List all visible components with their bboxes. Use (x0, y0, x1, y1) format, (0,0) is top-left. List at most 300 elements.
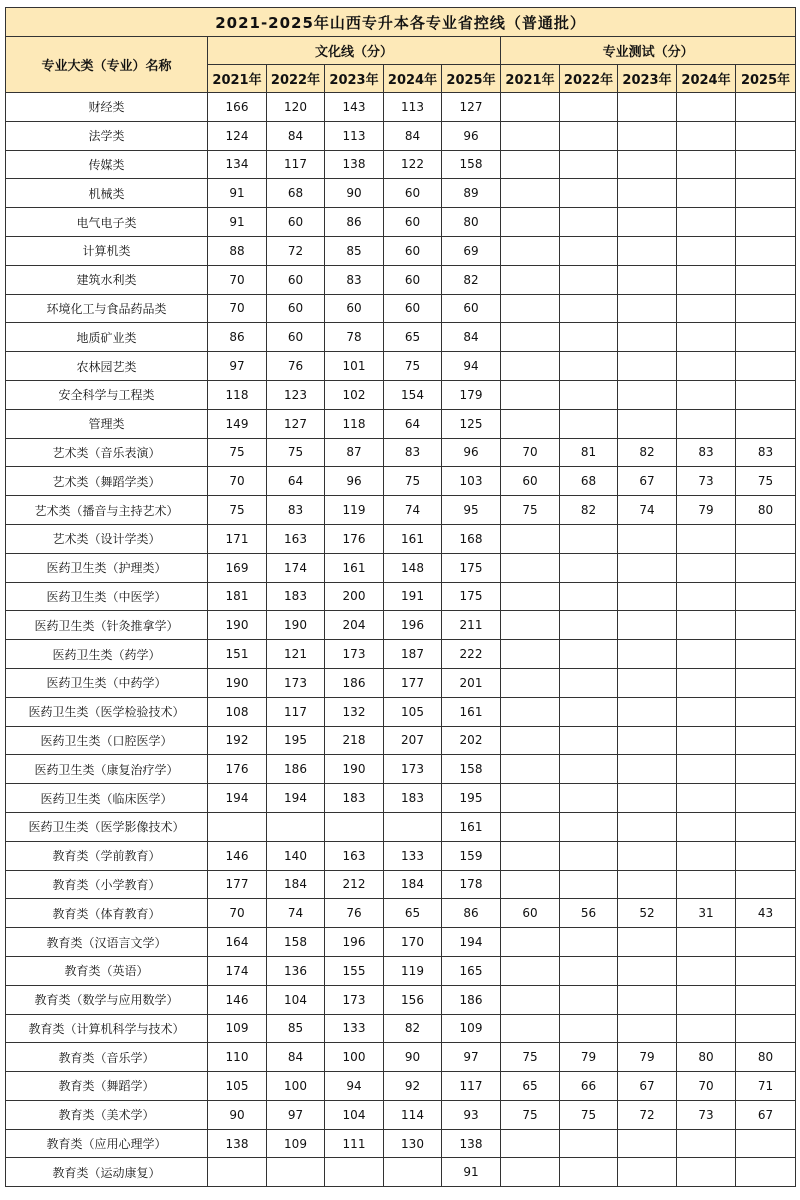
culture-score-cell: 84 (267, 1043, 325, 1072)
test-score-cell: 75 (736, 467, 796, 496)
test-score-cell (560, 640, 618, 669)
test-score-cell (501, 928, 560, 957)
test-score-cell (736, 611, 796, 640)
culture-score-cell: 88 (208, 236, 267, 265)
culture-score-cell: 75 (267, 438, 325, 467)
major-name-cell: 医药卫生类（药学） (6, 640, 208, 669)
culture-score-cell: 218 (325, 726, 384, 755)
test-score-cell: 82 (560, 496, 618, 525)
culture-score-cell: 121 (267, 640, 325, 669)
culture-score-cell: 60 (267, 323, 325, 352)
test-score-cell (736, 784, 796, 813)
table-row (6, 755, 796, 784)
culture-score-cell: 97 (208, 352, 267, 381)
table-row (6, 409, 796, 438)
table-row (6, 841, 796, 870)
test-score-cell (618, 841, 677, 870)
culture-score-cell: 164 (208, 928, 267, 957)
culture-score-cell: 75 (208, 496, 267, 525)
culture-score-cell: 186 (267, 755, 325, 784)
score-table-container (5, 7, 795, 1187)
culture-score-cell: 108 (208, 697, 267, 726)
test-score-cell (677, 236, 736, 265)
culture-score-cell: 156 (384, 985, 442, 1014)
test-score-cell (501, 1014, 560, 1043)
test-score-cell: 79 (560, 1043, 618, 1072)
culture-score-cell: 119 (384, 956, 442, 985)
test-score-cell: 75 (501, 496, 560, 525)
test-score-cell (677, 841, 736, 870)
test-score-cell (560, 1158, 618, 1187)
culture-score-cell: 174 (267, 553, 325, 582)
test-score-cell: 75 (501, 1100, 560, 1129)
test-score-cell (677, 812, 736, 841)
culture-score-cell: 183 (384, 784, 442, 813)
test-score-cell (677, 1014, 736, 1043)
culture-score-cell: 80 (442, 208, 501, 237)
culture-score-cell: 186 (442, 985, 501, 1014)
table-row (6, 380, 796, 409)
test-score-cell (618, 870, 677, 899)
major-name-cell: 教育类（学前教育） (6, 841, 208, 870)
major-name-cell: 传媒类 (6, 150, 208, 179)
major-name-cell: 管理类 (6, 409, 208, 438)
table-row (6, 1043, 796, 1072)
culture-score-cell: 138 (325, 150, 384, 179)
test-score-cell (677, 582, 736, 611)
test-score-cell (618, 928, 677, 957)
major-name-cell: 医药卫生类（临床医学） (6, 784, 208, 813)
test-score-cell (501, 697, 560, 726)
test-score-cell (560, 208, 618, 237)
table-row (6, 265, 796, 294)
culture-score-cell (267, 1158, 325, 1187)
test-score-cell (560, 870, 618, 899)
major-name-cell: 电气电子类 (6, 208, 208, 237)
culture-score-cell: 170 (384, 928, 442, 957)
culture-score-cell: 91 (208, 208, 267, 237)
table-row (6, 1100, 796, 1129)
culture-score-cell: 165 (442, 956, 501, 985)
test-score-cell (736, 697, 796, 726)
test-score-cell (560, 784, 618, 813)
culture-score-cell: 74 (384, 496, 442, 525)
culture-score-cell: 191 (384, 582, 442, 611)
culture-year-header: 2023年 (325, 65, 384, 93)
major-name-cell: 医药卫生类（医学影像技术） (6, 812, 208, 841)
test-score-cell (501, 582, 560, 611)
culture-score-cell: 154 (384, 380, 442, 409)
test-score-cell: 71 (736, 1072, 796, 1101)
test-score-cell (677, 985, 736, 1014)
culture-score-cell: 64 (267, 467, 325, 496)
culture-score-cell: 158 (442, 755, 501, 784)
test-score-cell (736, 265, 796, 294)
culture-score-cell: 136 (267, 956, 325, 985)
major-name-cell: 艺术类（设计学类） (6, 524, 208, 553)
test-score-cell (618, 93, 677, 122)
table-row (6, 928, 796, 957)
culture-score-cell: 158 (442, 150, 501, 179)
culture-score-cell: 70 (208, 467, 267, 496)
culture-score-cell: 113 (325, 121, 384, 150)
culture-score-cell: 155 (325, 956, 384, 985)
test-score-cell (677, 179, 736, 208)
culture-score-cell: 222 (442, 640, 501, 669)
test-score-cell (736, 121, 796, 150)
culture-score-cell: 76 (267, 352, 325, 381)
culture-score-cell: 90 (384, 1043, 442, 1072)
test-score-cell: 43 (736, 899, 796, 928)
culture-score-cell: 87 (325, 438, 384, 467)
culture-score-cell: 117 (267, 150, 325, 179)
test-score-cell (501, 841, 560, 870)
major-name-cell: 教育类（舞蹈学） (6, 1072, 208, 1101)
culture-score-cell: 124 (208, 121, 267, 150)
test-score-cell (560, 841, 618, 870)
culture-score-cell: 70 (208, 265, 267, 294)
test-score-cell: 79 (618, 1043, 677, 1072)
test-score-cell: 83 (677, 438, 736, 467)
test-score-cell: 79 (677, 496, 736, 525)
culture-score-cell: 93 (442, 1100, 501, 1129)
test-score-cell (618, 812, 677, 841)
major-name-cell: 医药卫生类（针灸推拿学） (6, 611, 208, 640)
test-score-cell (618, 784, 677, 813)
culture-score-cell: 100 (267, 1072, 325, 1101)
culture-score-cell: 149 (208, 409, 267, 438)
culture-score-cell: 174 (208, 956, 267, 985)
culture-score-cell: 140 (267, 841, 325, 870)
test-score-cell (501, 985, 560, 1014)
table-row (6, 784, 796, 813)
test-score-cell (677, 668, 736, 697)
test-score-cell (618, 1158, 677, 1187)
culture-score-cell: 120 (267, 93, 325, 122)
major-name-cell: 地质矿业类 (6, 323, 208, 352)
culture-score-cell: 168 (442, 524, 501, 553)
test-score-cell (736, 985, 796, 1014)
test-score-cell: 70 (501, 438, 560, 467)
culture-score-cell: 91 (442, 1158, 501, 1187)
culture-score-cell: 190 (208, 611, 267, 640)
table-row (6, 870, 796, 899)
test-score-cell (501, 668, 560, 697)
table-body (6, 93, 796, 1187)
major-name-cell: 计算机类 (6, 236, 208, 265)
culture-score-cell: 60 (384, 179, 442, 208)
culture-score-cell: 70 (208, 899, 267, 928)
table-row (6, 611, 796, 640)
test-score-cell (736, 812, 796, 841)
test-score-cell (736, 352, 796, 381)
table-row (6, 1072, 796, 1101)
culture-score-cell: 111 (325, 1129, 384, 1158)
culture-score-cell (325, 812, 384, 841)
test-score-cell (560, 236, 618, 265)
culture-score-cell: 65 (384, 323, 442, 352)
culture-score-cell: 207 (384, 726, 442, 755)
test-score-cell (501, 294, 560, 323)
table-row (6, 236, 796, 265)
culture-score-cell: 91 (208, 179, 267, 208)
culture-score-cell: 60 (267, 208, 325, 237)
test-score-cell (501, 812, 560, 841)
test-score-cell (736, 726, 796, 755)
culture-score-cell: 109 (442, 1014, 501, 1043)
culture-score-cell: 95 (442, 496, 501, 525)
culture-year-header: 2021年 (208, 65, 267, 93)
test-score-cell (560, 93, 618, 122)
major-name-cell: 教育类（数学与应用数学） (6, 985, 208, 1014)
test-score-cell (736, 208, 796, 237)
culture-score-cell: 75 (384, 467, 442, 496)
major-name-cell: 艺术类（音乐表演） (6, 438, 208, 467)
test-score-cell (501, 553, 560, 582)
test-score-cell (736, 524, 796, 553)
culture-score-cell: 60 (267, 265, 325, 294)
culture-score-cell: 109 (208, 1014, 267, 1043)
test-score-cell (736, 1014, 796, 1043)
culture-year-header: 2022年 (267, 65, 325, 93)
table-row (6, 553, 796, 582)
culture-score-cell: 118 (208, 380, 267, 409)
table-row (6, 294, 796, 323)
table-row (6, 208, 796, 237)
test-score-cell (501, 1158, 560, 1187)
test-score-cell (501, 323, 560, 352)
test-score-cell: 65 (501, 1072, 560, 1101)
culture-score-cell: 181 (208, 582, 267, 611)
culture-score-cell: 190 (208, 668, 267, 697)
test-score-cell (736, 668, 796, 697)
test-score-cell: 74 (618, 496, 677, 525)
test-score-cell (677, 1158, 736, 1187)
test-score-cell (677, 93, 736, 122)
culture-score-cell: 211 (442, 611, 501, 640)
test-score-cell (677, 1129, 736, 1158)
test-score-cell (501, 640, 560, 669)
test-year-header: 2024年 (677, 65, 736, 93)
test-score-cell (560, 265, 618, 294)
culture-score-cell (325, 1158, 384, 1187)
culture-score-cell: 90 (325, 179, 384, 208)
test-score-cell (501, 380, 560, 409)
culture-score-cell: 190 (267, 611, 325, 640)
test-score-cell (618, 265, 677, 294)
culture-score-cell: 69 (442, 236, 501, 265)
culture-score-cell: 133 (325, 1014, 384, 1043)
table-row (6, 1129, 796, 1158)
culture-score-cell: 86 (208, 323, 267, 352)
test-score-cell (677, 726, 736, 755)
test-score-cell: 60 (501, 899, 560, 928)
test-score-cell (618, 121, 677, 150)
table-row (6, 323, 796, 352)
test-score-cell (501, 121, 560, 150)
culture-score-cell: 146 (208, 985, 267, 1014)
test-score-cell (677, 524, 736, 553)
culture-score-cell: 159 (442, 841, 501, 870)
culture-score-cell: 96 (442, 438, 501, 467)
culture-score-cell: 143 (325, 93, 384, 122)
test-score-cell: 31 (677, 899, 736, 928)
test-score-cell (677, 611, 736, 640)
culture-score-cell: 173 (384, 755, 442, 784)
test-score-cell: 72 (618, 1100, 677, 1129)
culture-score-cell: 177 (384, 668, 442, 697)
culture-score-cell: 60 (267, 294, 325, 323)
table-row (6, 179, 796, 208)
culture-score-cell: 194 (208, 784, 267, 813)
table-row (6, 352, 796, 381)
test-score-cell (618, 208, 677, 237)
test-score-cell (560, 1129, 618, 1158)
test-score-cell (677, 553, 736, 582)
culture-score-cell: 70 (208, 294, 267, 323)
culture-score-cell: 194 (267, 784, 325, 813)
culture-score-cell: 97 (442, 1043, 501, 1072)
culture-score-cell: 97 (267, 1100, 325, 1129)
culture-score-cell (384, 1158, 442, 1187)
major-name-cell: 教育类（英语） (6, 956, 208, 985)
test-score-cell (560, 409, 618, 438)
test-score-cell (560, 928, 618, 957)
test-score-cell (560, 524, 618, 553)
culture-score-cell: 183 (267, 582, 325, 611)
test-score-cell (501, 870, 560, 899)
culture-score-cell: 85 (267, 1014, 325, 1043)
culture-score-cell: 179 (442, 380, 501, 409)
culture-score-cell: 78 (325, 323, 384, 352)
culture-score-cell: 94 (442, 352, 501, 381)
table-row (6, 899, 796, 928)
test-score-cell (736, 323, 796, 352)
test-score-cell (736, 1158, 796, 1187)
culture-score-cell: 173 (325, 640, 384, 669)
culture-score-cell: 118 (325, 409, 384, 438)
test-score-cell (501, 1129, 560, 1158)
test-score-cell (560, 611, 618, 640)
major-name-cell: 教育类（美术学） (6, 1100, 208, 1129)
test-score-cell (501, 409, 560, 438)
test-score-cell (501, 236, 560, 265)
table-row (6, 582, 796, 611)
culture-score-cell: 161 (442, 697, 501, 726)
table-row (6, 467, 796, 496)
culture-score-group-header: 文化线（分） (208, 37, 501, 65)
test-score-cell (560, 726, 618, 755)
test-score-cell (618, 582, 677, 611)
culture-score-cell: 163 (325, 841, 384, 870)
culture-score-cell: 161 (325, 553, 384, 582)
culture-score-cell: 75 (208, 438, 267, 467)
test-score-cell (501, 755, 560, 784)
culture-score-cell: 194 (442, 928, 501, 957)
test-score-cell (677, 352, 736, 381)
test-score-cell (501, 726, 560, 755)
culture-score-cell: 60 (442, 294, 501, 323)
culture-score-cell: 60 (384, 208, 442, 237)
test-score-cell: 81 (560, 438, 618, 467)
test-score-cell (677, 928, 736, 957)
major-name-cell: 环境化工与食品药品类 (6, 294, 208, 323)
culture-score-cell: 202 (442, 726, 501, 755)
test-score-cell (618, 352, 677, 381)
culture-score-cell: 134 (208, 150, 267, 179)
culture-score-cell: 68 (267, 179, 325, 208)
test-score-cell (677, 294, 736, 323)
culture-score-cell: 113 (384, 93, 442, 122)
table-row (6, 1014, 796, 1043)
table-row (6, 697, 796, 726)
culture-score-cell: 176 (208, 755, 267, 784)
test-score-cell (736, 294, 796, 323)
major-name-cell: 医药卫生类（中医学） (6, 582, 208, 611)
culture-score-cell: 130 (384, 1129, 442, 1158)
test-score-cell: 73 (677, 467, 736, 496)
test-score-cell (618, 1129, 677, 1158)
test-score-cell: 67 (618, 467, 677, 496)
major-name-cell: 机械类 (6, 179, 208, 208)
culture-score-cell: 84 (267, 121, 325, 150)
table-row (6, 150, 796, 179)
test-score-cell (501, 524, 560, 553)
test-score-cell: 67 (736, 1100, 796, 1129)
test-score-cell: 56 (560, 899, 618, 928)
culture-score-cell: 184 (267, 870, 325, 899)
major-name-cell: 医药卫生类（康复治疗学） (6, 755, 208, 784)
culture-score-cell: 127 (442, 93, 501, 122)
table-row (6, 985, 796, 1014)
test-score-cell (618, 409, 677, 438)
major-name-cell: 教育类（汉语言文学） (6, 928, 208, 957)
test-score-cell (618, 380, 677, 409)
culture-score-cell: 90 (208, 1100, 267, 1129)
culture-score-cell: 117 (442, 1072, 501, 1101)
culture-score-cell: 102 (325, 380, 384, 409)
major-name-cell: 艺术类（舞蹈学类） (6, 467, 208, 496)
test-score-cell (618, 524, 677, 553)
major-name-cell: 医药卫生类（口腔医学） (6, 726, 208, 755)
test-score-cell (618, 323, 677, 352)
culture-score-cell: 186 (325, 668, 384, 697)
culture-score-cell: 86 (442, 899, 501, 928)
test-score-cell: 80 (677, 1043, 736, 1072)
table-row (6, 640, 796, 669)
test-year-header: 2023年 (618, 65, 677, 93)
major-name-cell: 建筑水利类 (6, 265, 208, 294)
culture-score-cell: 84 (384, 121, 442, 150)
culture-score-cell: 83 (384, 438, 442, 467)
test-score-cell (501, 784, 560, 813)
culture-score-cell: 132 (325, 697, 384, 726)
test-score-cell (736, 380, 796, 409)
culture-score-cell: 195 (442, 784, 501, 813)
test-score-cell (618, 236, 677, 265)
culture-score-cell: 92 (384, 1072, 442, 1101)
test-score-cell: 73 (677, 1100, 736, 1129)
culture-score-cell: 83 (267, 496, 325, 525)
culture-score-cell: 158 (267, 928, 325, 957)
test-score-cell (736, 755, 796, 784)
table-row (6, 812, 796, 841)
culture-score-cell: 75 (384, 352, 442, 381)
culture-score-cell: 176 (325, 524, 384, 553)
culture-score-cell: 173 (267, 668, 325, 697)
major-name-cell: 医药卫生类（中药学） (6, 668, 208, 697)
table-row (6, 121, 796, 150)
